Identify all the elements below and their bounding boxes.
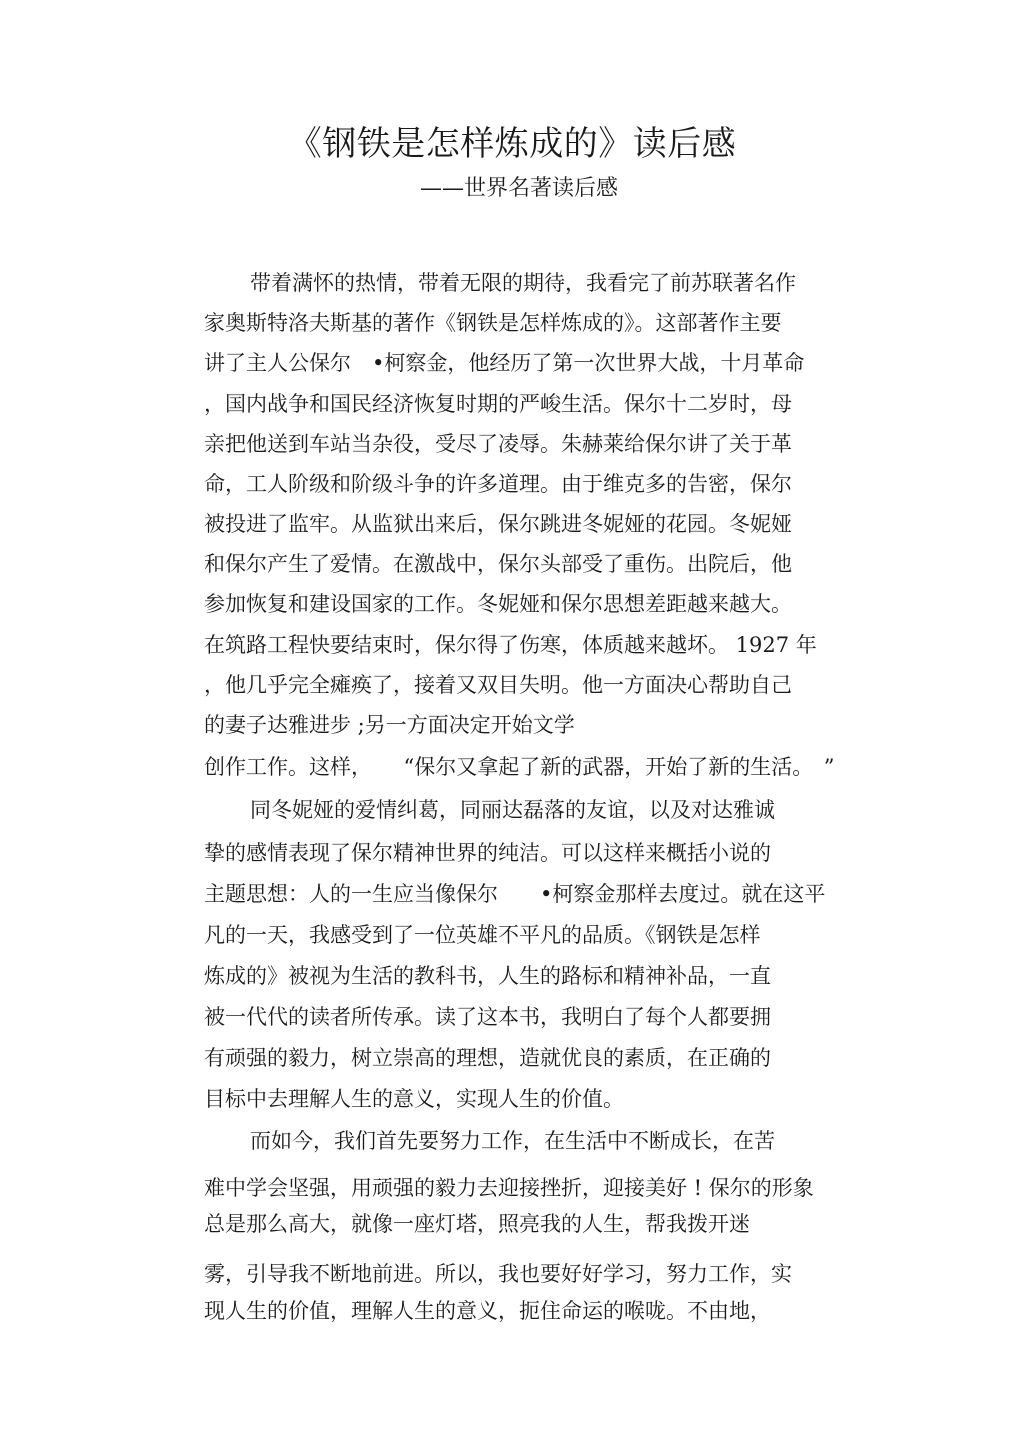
text-line: 有顽强的毅力，树立崇高的理想，造就优良的素质，在正确的: [204, 1046, 771, 1070]
text-line: ，他几乎完全瘫痪了，接着又双目失明。他一方面决心帮助自己: [204, 673, 792, 697]
text-line: ，国内战争和国民经济恢复时期的严峻生活。保尔十二岁时，母: [204, 392, 792, 416]
text-line: 讲了主人公保尔 •柯察金，他经历了第一次世界大战，十月革命: [204, 351, 805, 375]
page-subtitle: ——世界名著读后感: [420, 176, 619, 201]
text-line: 目标中去理解人生的意义，实现人生的价值。: [204, 1087, 624, 1111]
text-line: 炼成的》被视为生活的教科书，人生的路标和精神补品，一直: [204, 964, 771, 988]
text-line: 命，工人阶级和阶级斗争的许多道理。由于维克多的告密，保尔: [204, 472, 792, 496]
page-title: 《钢铁是怎样炼成的》读后感: [287, 124, 737, 164]
text-line: 现人生的价值，理解人生的意义，扼住命运的喉咙。不由地，: [204, 1299, 771, 1323]
text-line: 被一代代的读者所传承。读了这本书，我明白了每个人都要拥: [204, 1005, 771, 1029]
text-line: 难中学会坚强，用顽强的毅力去迎接挫折，迎接美好 ! 保尔的形象: [204, 1176, 814, 1200]
text-line: 凡的一天，我感受到了一位英雄不平凡的品质。《钢铁是怎样: [204, 923, 761, 947]
text-line: 参加恢复和建设国家的工作。冬妮娅和保尔思想差距越来越大。: [204, 592, 792, 616]
text-line: 家奥斯特洛夫斯基的著作《钢铁是怎样炼成的》。这部著作主要: [204, 311, 782, 335]
text-line: 挚的感情表现了保尔精神世界的纯洁。可以这样来概括小说的: [204, 841, 771, 865]
text-line: 的妻子达雅进步 ;另一方面决定开始文学: [204, 713, 575, 737]
text-line: 在筑路工程快要结束时，保尔得了伤寒，体质越来越坏。 1927 年: [204, 633, 817, 657]
text-line: 总是那么高大，就像一座灯塔，照亮我的人生，帮我拨开迷: [204, 1212, 750, 1236]
text-line: 雾，引导我不断地前进。所以，我也要好好学习，努力工作，实: [204, 1262, 792, 1286]
text-line: 被投进了监牢。从监狱出来后，保尔跳进冬妮娅的花园。冬妮娅: [204, 512, 792, 536]
text-line: 亲把他送到车站当杂役，受尽了凌辱。朱赫莱给保尔讲了关于革: [204, 432, 792, 456]
text-line: 带着满怀的热情，带着无限的期待，我看完了前苏联著名作: [250, 271, 796, 295]
text-line: 而如今，我们首先要努力工作，在生活中不断成长，在苦: [250, 1129, 775, 1153]
text-line: 创作工作。这样， “保尔又拿起了新的武器，开始了新的生活。 ”: [204, 755, 835, 779]
text-line: 主题思想：人的一生应当像保尔 •柯察金那样去度过。就在这平: [204, 882, 826, 906]
text-line: 同冬妮娅的爱情纠葛，同丽达磊落的友谊，以及对达雅诚: [250, 798, 775, 822]
text-line: 和保尔产生了爱情。在激战中，保尔头部受了重伤。出院后，他: [204, 552, 792, 576]
